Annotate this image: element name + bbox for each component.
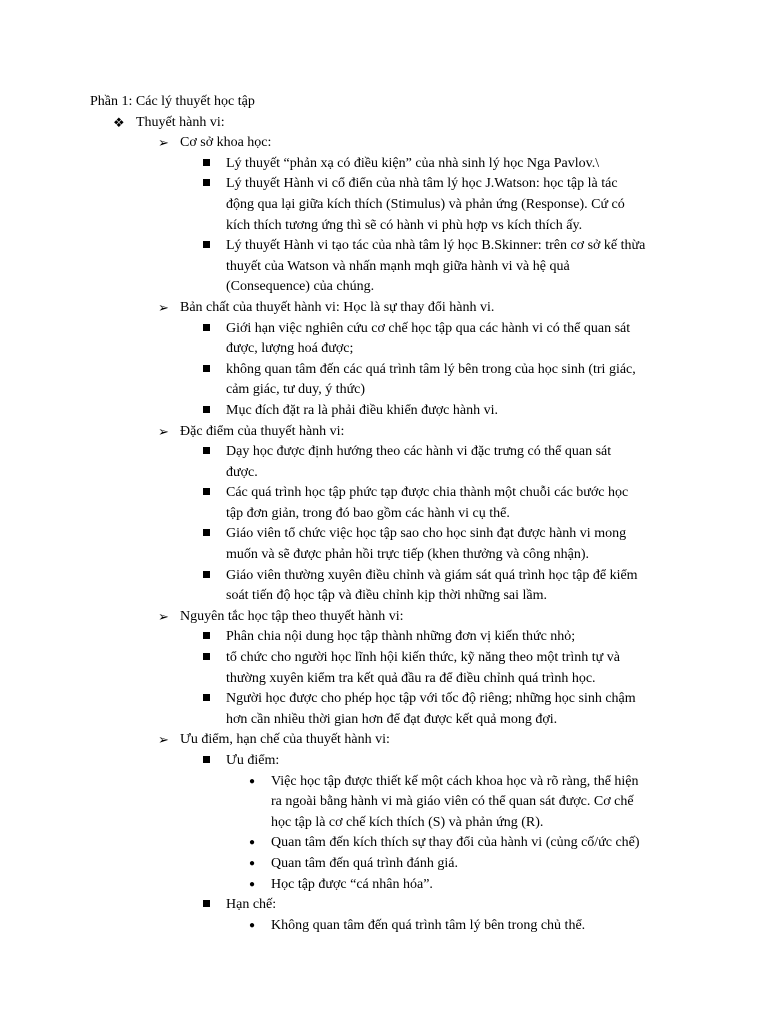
square-bullet-icon [203,483,210,504]
square-bullet-icon [203,751,210,772]
sub-item-continuation-text: tập đơn giản, trong đó bao gồm các hành vi cụ thể. [226,505,510,521]
sub-item-text: tổ chức cho người học lĩnh hội kiến thức, kỹ năng theo một trình tự và [226,650,620,666]
sub-item-text: Lý thuyết “phản xạ có điều kiện” của nhà sinh lý học Nga Pavlov.\ [226,155,600,171]
point-item-text: Không quan tâm đến quá trình tâm lý bên trong chủ thể. [271,917,586,933]
sub-item [90,689,690,710]
sub-item-text: Các quá trình học tập phức tạp được chia thành một chuỗi các bước học [226,485,629,501]
arrow-bullet-icon: ➢ [158,608,169,624]
sub-item-text: Mục đích đặt ra là phải điều khiển được hành vi. [226,402,498,418]
square-bullet-icon [203,648,210,669]
square-bullet-icon [203,401,210,422]
sub-item-continuation-text: được. [226,464,258,480]
point-item [90,833,690,854]
sub-item [90,174,690,195]
square-bullet-icon [203,174,210,195]
sub-item-continuation [90,586,690,607]
point-item-continuation [90,792,690,813]
diamond-bullet-icon: ❖ [113,114,125,130]
sub-item [90,483,690,504]
point-item [90,854,690,875]
point-item-continuation-text: ra ngoài bằng hành vi mà giáo viên có thể quan sát được. Cơ chế [271,794,634,810]
square-bullet-icon [203,524,210,545]
sub-item-continuation [90,380,690,401]
arrow-bullet-icon: ➢ [158,423,169,439]
sub-item-continuation-text: (Consequence) của chúng. [226,279,375,295]
sub-item-continuation-text: cảm giác, tư duy, ý thức) [226,382,366,398]
sub-item [90,154,690,175]
sub-item [90,524,690,545]
sub-item-continuation-text: thuyết của Watson và nhấn mạnh mqh giữa hành vi và hệ quả [226,258,570,274]
sub-item [90,319,690,340]
sub-item-continuation [90,710,690,731]
point-item-continuation [90,813,690,834]
point-item-text: Học tập được “cá nhân hóa”. [271,876,433,892]
sub-item [90,360,690,381]
point-item-continuation-text: học tập là cơ chế kích thích (S) và phản ứng (R). [271,814,544,830]
sub-item-continuation-text: động qua lại giữa kích thích (Stimulus) và phản ứng (Response). Cứ có [226,196,625,212]
sub-item [90,236,690,257]
square-bullet-icon [203,566,210,587]
sub-item-text: Lý thuyết Hành vi cổ điển của nhà tâm lý học J.Watson: học tập là tác [226,176,618,192]
sub-item-continuation [90,545,690,566]
square-bullet-icon [203,895,210,916]
sub-item-text: Lý thuyết Hành vi tạo tác của nhà tâm lý học B.Skinner: trên cơ sở kế thừa [226,238,646,254]
sub-item-text: Dạy học được định hướng theo các hành vi đặc trưng có thể quan sát [226,444,612,460]
sub-item-continuation [90,669,690,690]
sub-item-continuation [90,216,690,237]
square-bullet-icon [203,627,210,648]
section-heading-text: Thuyết hành vi: [136,114,225,130]
sub-item [90,648,690,669]
sub-item-continuation [90,504,690,525]
sub-item-continuation [90,339,690,360]
square-bullet-icon [203,360,210,381]
list-item [90,133,690,154]
list-item [90,730,690,751]
sub-item-continuation-text: muốn và sẽ được phản hồi trực tiếp (khen thưởng và công nhận). [226,547,589,563]
list-item-text: Cơ sở khoa học: [180,135,272,151]
arrow-bullet-icon: ➢ [158,135,169,151]
arrow-bullet-icon: ➢ [158,299,169,315]
page-title: Phần 1: Các lý thuyết học tập [90,94,255,109]
square-bullet-icon [203,236,210,257]
point-item-text: Việc học tập được thiết kế một cách khoa học và rõ ràng, thể hiện [271,773,639,789]
list-item-text: Nguyên tắc học tập theo thuyết hành vi: [180,608,404,624]
dot-bullet-icon: ● [249,919,256,931]
list-item [90,607,690,628]
sub-item-continuation-text: được, lượng hoá được; [226,341,354,357]
sub-item-text: Ưu điểm: [226,753,280,768]
sub-item [90,751,690,772]
sub-item-text: Người học được cho phép học tập với tốc độ riêng; những học sinh chậm [226,691,636,707]
point-item-text: Quan tâm đến kích thích sự thay đổi của hành vi (củng cố/ức chế) [271,835,640,851]
point-item-text: Quan tâm đến quá trình đánh giá. [271,855,459,871]
sub-item-text: không quan tâm đến các quá trình tâm lý bên trong của học sinh (tri giác, [226,361,636,377]
dot-bullet-icon: ● [249,775,256,787]
sub-item-continuation [90,277,690,298]
square-bullet-icon [203,319,210,340]
section-heading [90,113,690,134]
dot-bullet-icon: ● [249,878,256,890]
list-item [90,422,690,443]
square-bullet-icon [203,689,210,710]
point-item [90,916,690,937]
sub-item-continuation-text: hơn cần nhiều thời gian hơn để đạt được kết quả mong đợi. [226,711,558,727]
dot-bullet-icon: ● [249,857,256,869]
sub-item-continuation [90,257,690,278]
dot-bullet-icon: ● [249,837,256,849]
sub-item [90,627,690,648]
square-bullet-icon [203,442,210,463]
document-body [90,92,690,936]
sub-item-continuation-text: thường xuyên kiểm tra kết quả đầu ra để điều chỉnh quá trình học. [226,670,596,686]
sub-item-continuation-text: kích thích tương ứng thì sẽ có hành vi phù hợp vs kích thích ấy. [226,217,583,233]
list-item [90,298,690,319]
sub-item [90,566,690,587]
sub-item-text: Giới hạn việc nghiên cứu cơ chế học tập qua các hành vi có thể quan sát [226,320,631,336]
sub-item [90,442,690,463]
outline [90,113,690,937]
sub-item [90,895,690,916]
sub-item-text: Phân chia nội dung học tập thành những đơn vị kiến thức nhỏ; [226,629,576,645]
list-item-text: Ưu điểm, hạn chế của thuyết hành vi: [180,732,390,748]
list-item-text: Bản chất của thuyết hành vi: Học là sự thay đổi hành vi. [180,299,495,315]
sub-item-continuation [90,463,690,484]
sub-item-continuation [90,195,690,216]
point-item [90,772,690,793]
arrow-bullet-icon: ➢ [158,732,169,748]
sub-item [90,401,690,422]
point-item [90,875,690,896]
sub-item-text: Hạn chế: [226,897,277,913]
sub-item-text: Giáo viên tổ chức việc học tập sao cho học sinh đạt được hành vi mong [226,526,627,542]
list-item-text: Đặc điểm của thuyết hành vi: [180,423,345,439]
square-bullet-icon [203,154,210,175]
sub-item-text: Giáo viên thường xuyên điều chỉnh và giám sát quá trình học tập để kiểm [226,567,638,583]
sub-item-continuation-text: soát tiến độ học tập và điều chỉnh kịp thời những sai lầm. [226,588,547,604]
